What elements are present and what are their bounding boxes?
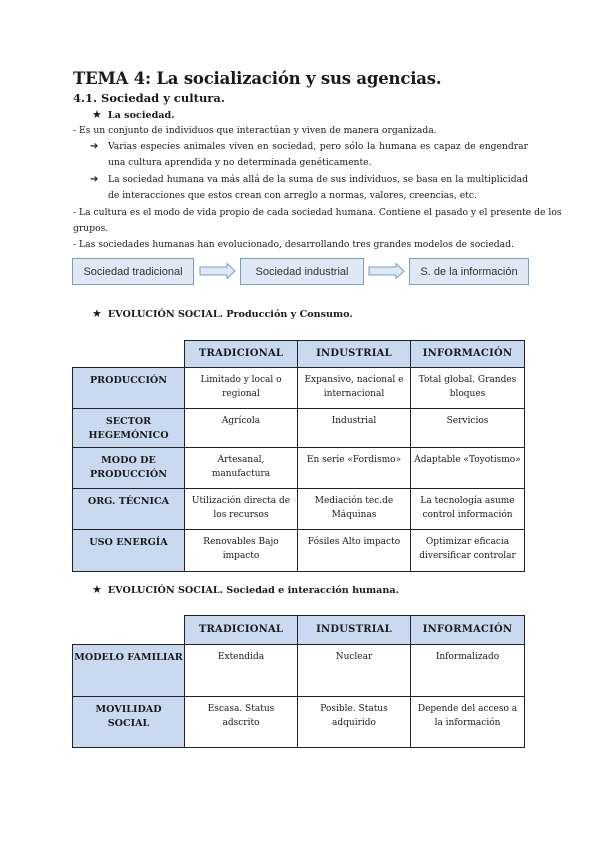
row-header: MOVILIDAD SOCIAL	[73, 697, 185, 748]
column-header: INFORMACIÓN	[411, 616, 525, 645]
table-row	[73, 368, 525, 409]
column-header: TRADICIONAL	[185, 616, 298, 645]
row-header: ORG. TÉCNICA	[73, 489, 185, 530]
row-header: USO ENERGÍA	[73, 530, 185, 572]
interaction-table	[72, 615, 525, 748]
table-cell: Industrial	[298, 409, 411, 448]
page-title: TEMA 4: La socialización y sus agencias.	[73, 69, 442, 88]
row-header: MODO DE PRODUCCIÓN	[73, 448, 185, 489]
table-header-row	[73, 616, 525, 645]
section-heading-text: EVOLUCIÓN SOCIAL. Producción y Consumo.	[107, 309, 353, 320]
modelos-line: - Las sociedades humanas han evolucionado, desarrollando tres grandes modelos de sociedad.	[73, 239, 514, 250]
column-header: TRADICIONAL	[185, 341, 298, 368]
table-row	[73, 697, 525, 748]
table-cell: Limitado y local o regional	[185, 368, 298, 409]
table-cell: En serie «Fordismo»	[298, 448, 411, 489]
column-header: INDUSTRIAL	[298, 616, 411, 645]
table-cell: Escasa. Status adscrito	[185, 697, 298, 748]
section-heading-produccion	[92, 307, 353, 320]
table-row	[73, 489, 525, 530]
table-row	[73, 645, 525, 697]
row-header: SECTOR HEGEMÓNICO	[73, 409, 185, 448]
section-subtitle: 4.1. Sociedad y cultura.	[73, 91, 225, 105]
table-cell: Nuclear	[298, 645, 411, 697]
flow-box-tradicional: Sociedad tradicional	[72, 258, 194, 285]
flow-box-industrial: Sociedad industrial	[240, 258, 364, 285]
table-cell: Agrícola	[185, 409, 298, 448]
section-heading-text: EVOLUCIÓN SOCIAL. Sociedad e interacción humana.	[107, 585, 399, 596]
table-row	[73, 530, 525, 572]
table-cell: Renovables Bajo impacto	[185, 530, 298, 572]
table-cell: Fósiles Alto impacto	[298, 530, 411, 572]
table-cell: Depende del acceso a la información	[411, 697, 525, 748]
cultura-line: - La cultura es el modo de vida propio de cada sociedad humana. Contiene el pasado y el presente de los	[73, 207, 562, 218]
table-row	[73, 409, 525, 448]
star-icon: ★	[92, 307, 102, 320]
bullet-item	[90, 139, 528, 171]
table-header-row	[73, 341, 525, 368]
table-cell: Informalizado	[411, 645, 525, 697]
column-header: INFORMACIÓN	[411, 341, 525, 368]
section-heading-interaccion	[92, 583, 399, 596]
production-table	[72, 340, 525, 572]
column-header: INDUSTRIAL	[298, 341, 411, 368]
table-cell: Total global. Grandes bloques	[411, 368, 525, 409]
empty-corner	[73, 616, 185, 645]
arrow-right-icon	[368, 263, 406, 279]
star-icon: ★	[92, 583, 102, 596]
cultura-line: grupos.	[73, 223, 109, 234]
table-cell: Posible. Status adquirido	[298, 697, 411, 748]
table-row	[73, 448, 525, 489]
flow-box-informacion: S. de la información	[409, 258, 529, 285]
section-heading-text: La sociedad.	[107, 110, 175, 121]
table-cell: La tecnología asume control información	[411, 489, 525, 530]
star-icon: ★	[92, 108, 102, 121]
bullet-item	[90, 172, 528, 204]
bullet-text: La sociedad humana va más allá de la suma de sus individuos, se basa en la multiplicidad de interacciones que estos crean con arreglo a normas, valores, creencias, etc.	[108, 174, 528, 201]
definition-line: - Es un conjunto de individuos que interactúan y viven de manera organizada.	[73, 125, 437, 136]
table-cell: Utilización directa de los recursos	[185, 489, 298, 530]
table-cell: Mediación tec.de Máquinas	[298, 489, 411, 530]
table-cell: Servicios	[411, 409, 525, 448]
table-cell: Extendida	[185, 645, 298, 697]
arrow-right-icon: ➔	[90, 174, 99, 185]
table-cell: Artesanal, manufactura	[185, 448, 298, 489]
table-cell: Expansivo, nacional e internacional	[298, 368, 411, 409]
arrow-right-icon	[199, 263, 237, 279]
row-header: PRODUCCIÓN	[73, 368, 185, 409]
empty-corner	[73, 341, 185, 368]
table-cell: Adaptable «Toyotismo»	[411, 448, 525, 489]
bullet-text: Varias especies animales viven en sociedad, pero sólo la humana es capaz de engendrar una cultura aprendida y no determinada genéticamente.	[108, 141, 528, 168]
arrow-right-icon: ➔	[90, 141, 99, 152]
row-header: MODELO FAMILIAR	[73, 645, 185, 697]
table-cell: Optimizar eficacia diversificar controlar	[411, 530, 525, 572]
section-heading-sociedad	[92, 108, 175, 121]
